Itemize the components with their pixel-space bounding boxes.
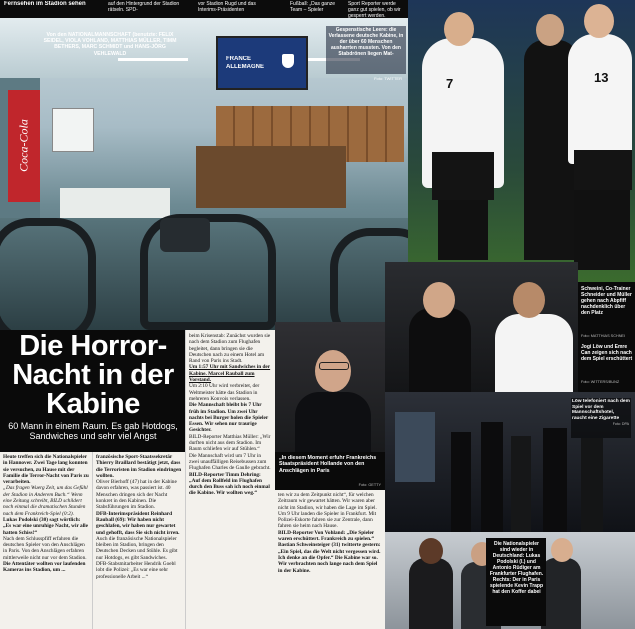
side-caption-panel: [578, 282, 635, 392]
side-caption-2: Jogi Löw und Emre Can zeigen sich nach dem Spiel erschüttert: [581, 344, 633, 362]
top-strip-text-1: Fernsehen im Stadion sehen: [4, 1, 86, 7]
hollande-head: [315, 350, 351, 392]
jersey-number-left: 7: [446, 76, 454, 91]
paragraph: DFB-Interimspräsident Reinhard Rauball (69): Wir haben nicht geschlafen, wir haben nur gewartet und gehofft, dass Sie sich nicht irren.: [96, 510, 180, 536]
loew-figure: [409, 308, 471, 392]
top-strip: [0, 0, 408, 18]
side-caption-1: Schweini, Co-Trainer Schneider und Müller gehen nach Abpfiff nachdenklich über den Platz: [581, 286, 632, 316]
players-photo-credit: Foto: TWITTER: [374, 76, 402, 81]
france-crest-icon: [282, 54, 294, 68]
players-photo: [408, 0, 635, 282]
coca-cola-banner-text: Coca-Cola: [16, 119, 31, 172]
players-photo-caption-box: [326, 26, 406, 74]
player-head: [536, 14, 564, 46]
hollande-photo: [275, 322, 385, 452]
side-credit-2: Foto: WITTERS/BUNZ: [581, 380, 620, 384]
player-socks: [574, 190, 630, 270]
player-shorts: [432, 152, 494, 200]
podolski-head: [419, 538, 443, 564]
article-column-1: [0, 452, 92, 629]
quote-box: [275, 452, 385, 490]
paragraph: DFB-Stabsmitarbeiter Hendrik Goebl lobt die Polizei: „Es war eine sehr professionelle Arbeit ...“: [96, 561, 176, 580]
glasses: [319, 362, 349, 370]
side-credit-1: Foto: MATTHIAS SCHNEI: [581, 334, 626, 338]
paragraph: Die Mannschaft wird um 7 Uhr in zwei unauffälligen Reisebussen zum Flughafen Charles de Gaulle gebracht.: [189, 452, 271, 472]
paragraph: Oliver Bierhoff (47) hat in der Kabine davon erfahren, was passiert ist. 40 Menschen dringen sich der Nacht konkret in den Kabinen. Die Stabsführungen im Stadion.: [96, 479, 177, 511]
paragraph: Bastian Schweinsteiger (31) twitterte gestern: „Ein Spiel, das die Welt nicht vergessen wird. Ich denke an die Opfer.“ Die Kabine war so. Wir verbrachten noch lange nach dem Spiel in der Kabine.: [278, 542, 381, 574]
paragraph: Heute treffen sich die Nationalspieler in Hannover. Zwei Tage lang konnten sie versuchen, zu Hause mit der Familie die Terror-Nacht von Paris zu verarbeiten.: [3, 454, 89, 486]
paragraph: BILD-Reporter Timm Dehring: „Auf dem Rollfeld im Flughafen durch den Buss sah ich noch einmal die Kabine. Wir wollten weg.“: [189, 471, 270, 497]
paragraph: Die Mannschaft bleibt bis 7 Uhr früh im Stadion. Um zwei Uhr nachts bei Burger holen die Spieler Essen. Wir sehen nur traurige Gesichter.: [189, 402, 269, 434]
white-table: [60, 188, 170, 218]
paragraph: Um 9 Uhr landen die Spieler in Frankfurt. Mit Polizei-Eskorte fahren sie zur Zentrale, dann fahren sie heim nach Hause.: [278, 510, 377, 530]
counter: [196, 146, 346, 208]
player-mueller: [568, 34, 632, 164]
night-caption-box: [571, 398, 631, 438]
paragraph: „Das fragen Wuerg Zeit, um das Gefühl der Stadion in Anderem Buch.“ Wenn eine Zeitung schreibt, BILD schildert noch einmal die dramatischen Stunden nach dem Frankreich-Spiel (0:2).: [3, 485, 88, 517]
airport-caption-box: [486, 538, 546, 626]
whiteboard: [52, 108, 94, 152]
article-column-4: [275, 490, 385, 629]
paragraph: Nach dem Schlusspfiff erfahren die deutschen Spieler von den Anschlägen in Paris. Von den Anschlägen erfahren mittlerweile nicht nur vor dem Stadion.: [3, 535, 87, 561]
ceiling-light: [118, 58, 188, 61]
paragraph: beim Krisenstab: Zunächst wurden sie nach dem Stadion zum Flughafen begleitet, dann bringen sie die Deutschen nach zu einem Hotel am Rand von Paris ins Stadt.: [189, 333, 271, 365]
quote-text: „In diesem Moment erfuhr Frankreichs Staatspräsident Hollande von den Anschlägen in Paris: [279, 455, 377, 474]
player-head: [444, 12, 474, 46]
bike-console: [160, 218, 210, 252]
players-photo-caption-text: Gespenstische Leere: die Verlassene deutsche Kabine, in der über 60 Menschen ausharrten mussten. Von den Stabdrönen liegen Mat-: [328, 27, 404, 57]
tv-screen: [216, 36, 308, 90]
person-figure: [543, 428, 567, 532]
coca-cola-banner: [8, 90, 40, 202]
person-figure: [581, 438, 603, 532]
hollande-figure: [295, 392, 371, 452]
bus-window: [395, 412, 435, 482]
exercise-bike: [0, 218, 96, 330]
locker-photo-caption: Von den NATIONALMANNSCHAFT (benutzte: FELIX SEIDEL, VIOLA VOHLAND, MATTHIAS MÜLLER, TIMM BETHERS, MARC SCHMIDT und HANS-JÖRG VEHLEWALD: [43, 32, 177, 57]
night-photo: [385, 392, 635, 532]
paragraph: Lukas Podolski (30) sagt wörtlich: „Es war eine unruhige Nacht, wir alle hatten Schiss!“: [3, 516, 88, 536]
paragraph: BILD-Reporter Von Vohland: „Die Spieler waren erschüttert. Frankreich zu spielen.“: [278, 529, 375, 543]
trapp-head: [551, 538, 573, 562]
paragraph: französische Sport-Staatssekretär Thierry Braillard bestätigt jetzt, dass die Terroristen im Stadion eindringen wollten.: [96, 454, 182, 479]
trapp-figure: [541, 558, 581, 629]
headline: Die Horror-Nacht in der Kabine: [12, 332, 174, 419]
can-figure: [495, 314, 573, 392]
airport-caption: Die Nationalspieler sind wieder in Deutschland: Lukas Podolski (l.) und Antonio Rüdiger am Frankfurter Flughafen. Rechts: Der in Paris spielende Kevin Trapp hat den Koffer dabei: [489, 541, 544, 595]
tv-screen-line-2: ALLEMAGNE: [226, 64, 264, 70]
subhead: 60 Mann in einem Raum. Es gab Hotdogs, Sandwiches und sehr viel Angst: [8, 422, 178, 441]
article-column-3: [185, 330, 275, 629]
person-figure: [511, 436, 531, 532]
paragraph: Um 2:10 Uhr wird verbreitet, der Weltmeister hätte das Stadion in mehreren Konvois verlassen.: [189, 383, 260, 402]
paragraph: Die Attentäter wollten vor laufenden Kameras ins Stadion, um ...: [3, 561, 86, 574]
paragraph: Um 1:57 Uhr mit Sandwiches in der Kabine. Marcel Rauball zum Vorstand.: [189, 364, 271, 384]
person-figure: [481, 422, 503, 532]
top-strip-text-3: vor Stadion Rugd und das Interims-Präsidenten: [198, 1, 256, 13]
top-strip-text-5: Sport Reporter werde ganz gut spielen, ob wir gesperrt werden.: [348, 1, 401, 18]
quote-credit: Foto: GETTY: [358, 483, 381, 487]
top-strip-text-4: Fußball: „Das ganze Team – Spieler: [290, 1, 336, 13]
jersey-number-right: 13: [594, 70, 609, 85]
paragraph: Auch die französische Nationalspieler bleiben im Stadion, bringen den Deutschen Decken und Stühle. Es gibt nur Hotdogs, es gibt Sandwiches.: [96, 535, 178, 561]
loew-head: [423, 282, 455, 318]
person-figure: [451, 432, 471, 532]
can-head: [513, 282, 545, 318]
article-column-2: [92, 452, 185, 629]
loew-emre-can-photo: [385, 262, 578, 392]
player-head: [584, 4, 614, 38]
tv-screen-line-1: FRANCE: [226, 56, 251, 62]
headline-block: [0, 330, 185, 452]
paragraph: BILD-Reporter Matthias Müller: „Wir durften nicht aus dem Stadion. Im Raum schliefen wir auf Stühlen.“: [189, 433, 271, 453]
podolski-figure: [409, 558, 453, 629]
night-credit: Foto: DPA: [612, 422, 629, 427]
player-socks: [438, 200, 488, 260]
top-strip-text-2: auf den Hintergrund der Stadion rätseln. SPD-: [108, 1, 180, 13]
player-shorts: [574, 150, 632, 190]
paragraph: ten wir zu dem Zeitpunkt nicht“, für welchen Zeitraum wir gewartet hätten. Wir waren aber nicht im Stadion, wir haben die Lage im Spiel.: [278, 492, 377, 511]
night-caption: Löw telefoniert nach dem Spiel vor dem Mannschaftshotel, raucht eine Zigarette: [572, 399, 630, 421]
